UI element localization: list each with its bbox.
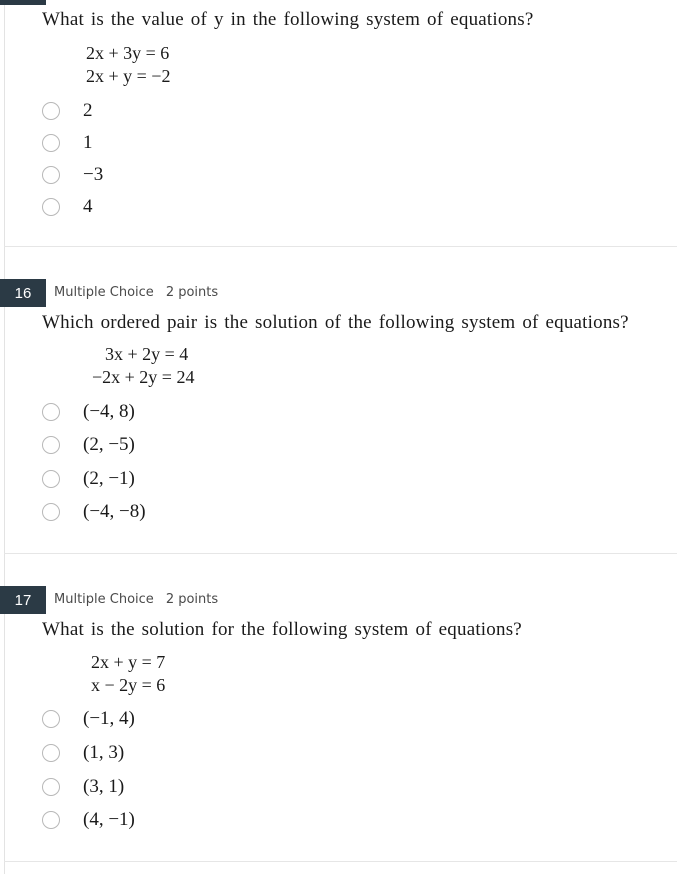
option-label: (2, −5) (83, 434, 135, 455)
question-divider (4, 246, 677, 247)
question-number-badge: 17 (0, 586, 46, 614)
question-points: 2 points (165, 285, 219, 300)
radio-button[interactable] (42, 744, 60, 762)
radio-button[interactable] (42, 166, 60, 184)
answer-option[interactable] (42, 740, 342, 766)
radio-button[interactable] (42, 470, 60, 488)
answer-option[interactable] (42, 162, 342, 188)
option-label: 1 (83, 132, 93, 153)
radio-button[interactable] (42, 436, 60, 454)
answer-option[interactable] (42, 194, 342, 220)
question-type: Multiple Choice (54, 285, 154, 300)
answer-option[interactable] (42, 399, 342, 425)
option-label: (−4, 8) (83, 401, 135, 422)
question-type: Multiple Choice (54, 592, 154, 607)
question-text: Which ordered pair is the solution of the following system of equations? (42, 312, 629, 333)
equation: x − 2y = 6 (91, 675, 166, 695)
question-text: What is the solution for the following system of equations? (42, 619, 522, 640)
option-label: 2 (83, 100, 93, 121)
radio-button[interactable] (42, 710, 60, 728)
answer-option[interactable] (42, 706, 342, 732)
equation: −2x + 2y = 24 (92, 367, 195, 387)
radio-button[interactable] (42, 198, 60, 216)
option-label: (2, −1) (83, 468, 135, 489)
option-label: 4 (83, 196, 93, 217)
answer-option[interactable] (42, 774, 342, 800)
answer-option[interactable] (42, 130, 342, 156)
left-border (4, 0, 5, 874)
question-number-badge: 16 (0, 279, 46, 307)
previous-question-badge (0, 0, 46, 5)
equation: 3x + 2y = 4 (105, 344, 189, 364)
answer-option[interactable] (42, 432, 342, 458)
radio-button[interactable] (42, 134, 60, 152)
radio-button[interactable] (42, 503, 60, 521)
answer-option[interactable] (42, 807, 342, 833)
option-label: (1, 3) (83, 742, 125, 763)
question-divider (4, 553, 677, 554)
option-label: (3, 1) (83, 776, 125, 797)
option-label: (−4, −8) (83, 501, 146, 522)
question-divider (4, 861, 677, 862)
question-meta (54, 285, 218, 300)
option-label: (4, −1) (83, 809, 135, 830)
answer-option[interactable] (42, 466, 342, 492)
question-points: 2 points (165, 592, 219, 607)
answer-option[interactable] (42, 98, 342, 124)
equation: 2x + y = 7 (91, 652, 166, 672)
radio-button[interactable] (42, 778, 60, 796)
option-label: (−1, 4) (83, 708, 135, 729)
radio-button[interactable] (42, 403, 60, 421)
option-label: −3 (83, 164, 104, 185)
equation: 2x + y = −2 (86, 66, 171, 86)
radio-button[interactable] (42, 811, 60, 829)
question-text: What is the value of y in the following system of equations? (42, 9, 534, 30)
radio-button[interactable] (42, 102, 60, 120)
question-meta (54, 592, 218, 607)
answer-option[interactable] (42, 499, 342, 525)
equation: 2x + 3y = 6 (86, 43, 170, 63)
